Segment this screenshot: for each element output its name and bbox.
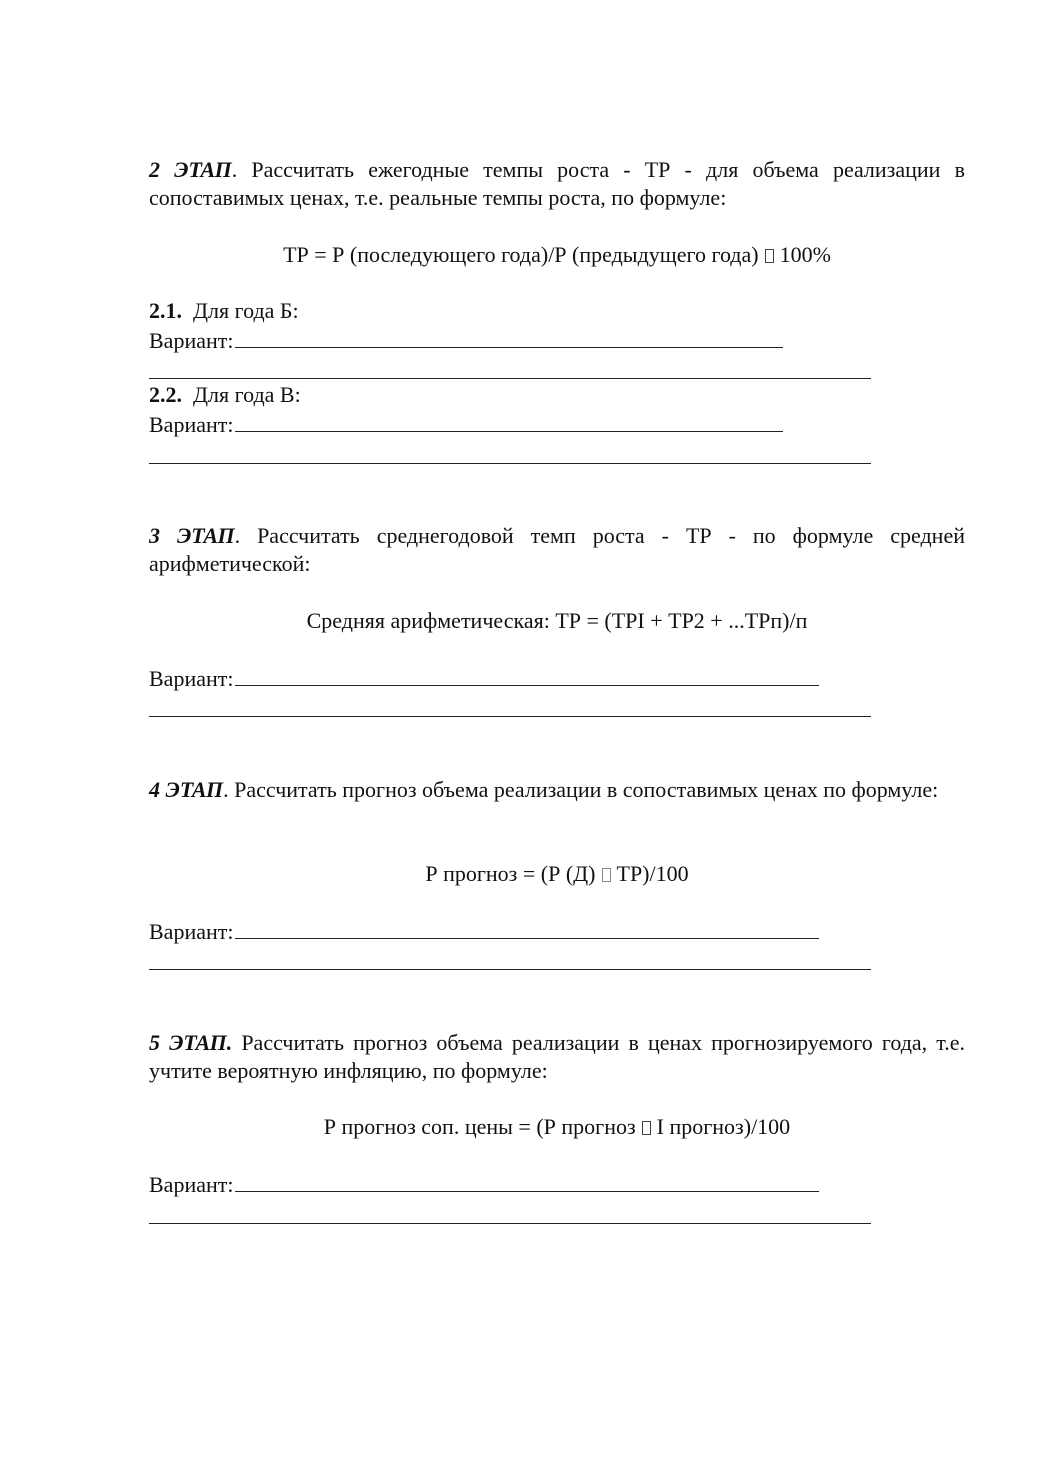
multiply-symbol-icon (765, 249, 774, 263)
stage3-answer (149, 663, 819, 693)
stage2-formula (149, 241, 965, 269)
stage3-text: . Рассчитать среднегодовой темп роста - ТР - по формуле средней арифметической: (149, 523, 965, 576)
stage4-text: . Рассчитать прогноз объема реализации в сопоставимых ценах по формуле: (223, 777, 939, 802)
stage2-text: . Рассчитать ежегодные темпы роста - ТР - для объема реализации в сопоставимых ценах, т.е. реальные темпы роста, по формуле: (149, 157, 965, 210)
stage3-paragraph (149, 522, 965, 578)
stage2-sub2-answer (149, 409, 783, 439)
stage2-formula-left: ТР = Р (последующего года)/Р (предыдущего года) (283, 242, 759, 267)
stage5-text: Рассчитать прогноз объема реализации в ценах прогнозируемого года, т.е. учтите вероятную инфляцию, по формуле: (149, 1030, 965, 1083)
stage4-heading: 4 ЭТАП (149, 777, 224, 802)
variant-label: Вариант: (149, 328, 234, 353)
answer-line[interactable] (149, 716, 871, 717)
stage2-sub1-text: Для года Б: (193, 298, 299, 323)
stage3-formula: Средняя арифметическая: ТР = (ТРI + ТР2 + ...ТРп)/п (306, 608, 808, 633)
stage2-sub2-text: Для года В: (193, 382, 301, 407)
stage5-formula (149, 1113, 965, 1141)
variant-label: Вариант: (149, 412, 234, 437)
answer-line[interactable] (149, 969, 871, 970)
variant-input-line[interactable] (235, 1169, 819, 1192)
variant-label: Вариант: (149, 666, 234, 691)
answer-line[interactable] (149, 463, 871, 464)
stage4-formula-left: Р прогноз = (Р (Д) (425, 861, 596, 886)
stage4-formula-right: ТР)/100 (616, 861, 689, 886)
stage4-answer (149, 916, 819, 946)
variant-label: Вариант: (149, 1172, 234, 1197)
variant-input-line[interactable] (235, 663, 819, 686)
stage2-sub1 (149, 297, 299, 325)
stage3-heading: 3 ЭТАП (149, 523, 235, 548)
stage2-sub2 (149, 381, 301, 409)
multiply-symbol-icon (642, 1121, 651, 1135)
stage2-paragraph (149, 156, 965, 212)
stage5-formula-right: I прогноз)/100 (656, 1114, 791, 1139)
variant-input-line[interactable] (235, 916, 819, 939)
answer-line[interactable] (149, 1223, 871, 1224)
answer-line[interactable] (149, 378, 871, 379)
stage4-paragraph (149, 776, 965, 804)
stage2-sub1-number: 2.1. (149, 298, 182, 323)
stage5-formula-left: Р прогноз соп. цены = (Р прогноз (323, 1114, 636, 1139)
stage4-formula (149, 860, 965, 888)
variant-label: Вариант: (149, 919, 234, 944)
stage2-sub1-answer (149, 325, 783, 355)
stage2-heading: 2 ЭТАП (149, 157, 232, 182)
stage5-paragraph (149, 1029, 965, 1085)
variant-input-line[interactable] (235, 409, 783, 432)
variant-input-line[interactable] (235, 325, 783, 348)
stage5-answer (149, 1169, 819, 1199)
stage2-formula-right: 100% (779, 242, 831, 267)
stage5-heading: 5 ЭТАП. (149, 1030, 233, 1055)
multiply-symbol-icon (602, 868, 611, 882)
stage2-sub2-number: 2.2. (149, 382, 182, 407)
